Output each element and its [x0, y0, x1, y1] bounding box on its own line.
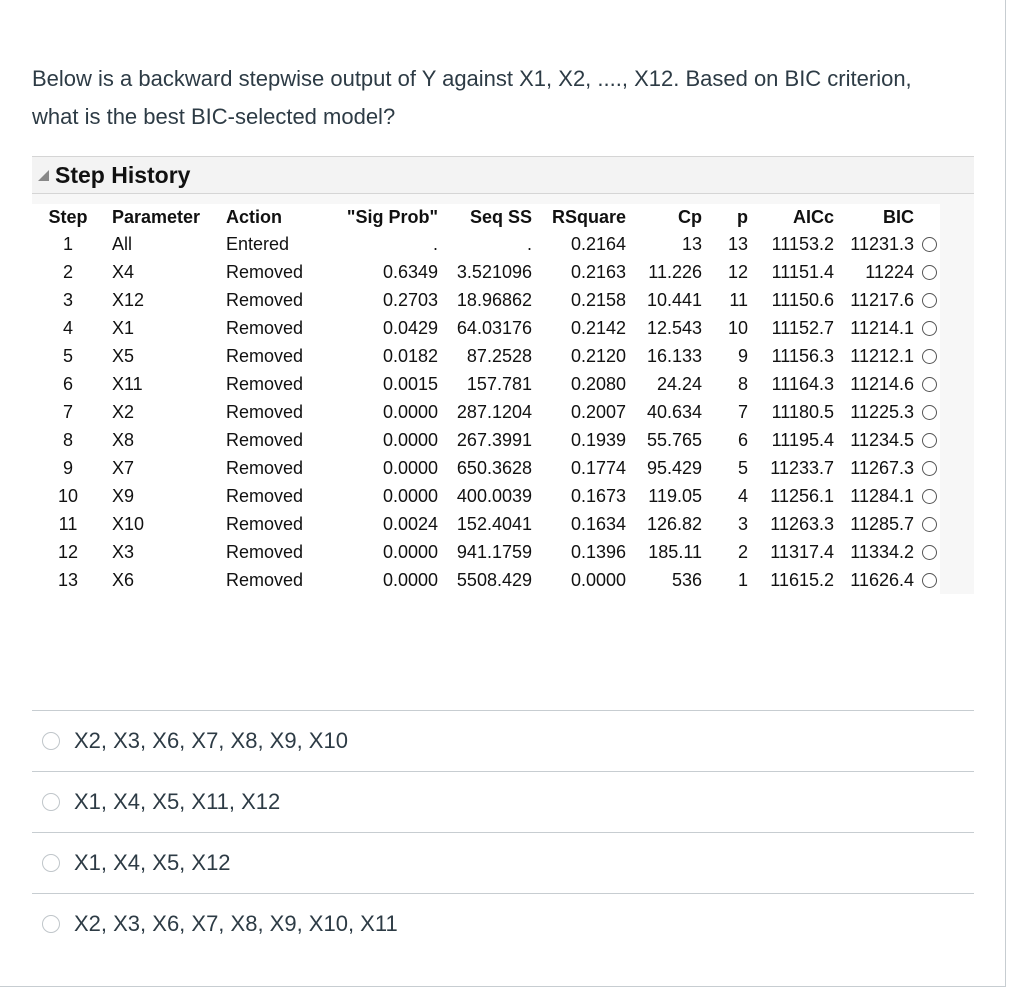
step-history-body — [32, 230, 940, 594]
table-row — [32, 566, 940, 594]
cell-action: Removed — [226, 513, 304, 534]
step-radio-button[interactable] — [922, 517, 937, 532]
step-radio-button[interactable] — [922, 349, 937, 364]
cell-action: Removed — [226, 541, 304, 562]
cell-parameter: X10 — [112, 513, 145, 534]
cell-sig-prob: 0.0000 — [382, 485, 438, 506]
cell-p: 10 — [727, 317, 748, 338]
cell-sig-prob: 0.0015 — [382, 373, 438, 394]
cell-sig-prob: 0.0024 — [382, 513, 438, 534]
cell-cp: 119.05 — [648, 485, 702, 506]
cell-p: 13 — [727, 233, 748, 254]
table-row — [32, 538, 940, 566]
table-row — [32, 370, 940, 398]
cell-sig-prob: 0.6349 — [382, 261, 438, 282]
step-radio-button[interactable] — [922, 461, 937, 476]
cell-action: Removed — [226, 373, 304, 394]
header-seq-ss: Seq SS — [469, 206, 532, 227]
step-history-report — [32, 156, 974, 594]
cell-parameter: X7 — [112, 457, 135, 478]
cell-action: Entered — [226, 233, 290, 254]
cell-sig-prob: 0.0429 — [382, 317, 438, 338]
answer-option-2[interactable] — [32, 771, 974, 832]
table-row — [32, 510, 940, 538]
cell-action: Removed — [226, 429, 304, 450]
cell-sig-prob: . — [432, 233, 438, 254]
cell-bic: 11334.2 — [850, 541, 914, 562]
cell-cp: 95.429 — [646, 457, 702, 478]
step-radio-button[interactable] — [922, 237, 937, 252]
cell-rsquare: 0.2163 — [570, 261, 626, 282]
cell-rsquare: 0.2120 — [570, 345, 626, 366]
cell-sig-prob: 0.0000 — [382, 569, 438, 590]
cell-cp: 16.133 — [646, 345, 702, 366]
step-radio-button[interactable] — [922, 489, 937, 504]
answer-option-1[interactable] — [32, 710, 974, 771]
cell-rsquare: 0.1396 — [570, 541, 626, 562]
cell-rsquare: 0.2158 — [570, 289, 626, 310]
cell-bic: 11224 — [865, 261, 914, 282]
cell-bic: 11284.1 — [850, 485, 914, 506]
cell-step: 1 — [62, 233, 73, 254]
cell-p: 3 — [737, 513, 748, 534]
table-row — [32, 454, 940, 482]
cell-bic: 11234.5 — [850, 429, 914, 450]
cell-bic: 11267.3 — [850, 457, 914, 478]
cell-step: 2 — [62, 261, 73, 282]
cell-seq-ss: 87.2528 — [466, 345, 532, 366]
answer-radio-3[interactable] — [42, 854, 60, 872]
cell-radio — [914, 566, 940, 594]
cell-step: 12 — [57, 541, 79, 562]
table-row — [32, 230, 940, 258]
cell-step: 5 — [62, 345, 73, 366]
cell-step: 7 — [62, 401, 73, 422]
step-radio-button[interactable] — [922, 265, 937, 280]
question-text: Below is a backward stepwise output of Y against X1, X2, ...., X12. Based on BIC criterion, what is the best BIC-selected model? — [32, 66, 912, 129]
cell-aicc: 11263.3 — [770, 513, 834, 534]
cell-aicc: 11256.1 — [770, 485, 834, 506]
cell-bic: 11285.7 — [850, 513, 914, 534]
cell-p: 6 — [737, 429, 748, 450]
cell-seq-ss: 18.96862 — [456, 289, 532, 310]
header-cp: Cp — [678, 206, 702, 227]
cell-radio — [914, 482, 940, 510]
cell-action: Removed — [226, 569, 304, 590]
cell-seq-ss: 941.1759 — [456, 541, 532, 562]
cell-rsquare: 0.1939 — [570, 429, 626, 450]
cell-p: 1 — [737, 569, 748, 590]
cell-radio — [914, 426, 940, 454]
cell-cp: 40.634 — [646, 401, 702, 422]
cell-aicc: 11152.7 — [771, 317, 834, 338]
table-row — [32, 398, 940, 426]
cell-p: 2 — [737, 541, 748, 562]
cell-p: 8 — [737, 373, 748, 394]
cell-parameter: X5 — [112, 345, 135, 366]
cell-rsquare: 0.2007 — [570, 401, 626, 422]
cell-sig-prob: 0.0000 — [382, 429, 438, 450]
cell-parameter: X11 — [112, 373, 143, 394]
cell-radio — [914, 286, 940, 314]
cell-radio — [914, 342, 940, 370]
answer-label-1: X2, X3, X6, X7, X8, X9, X10 — [74, 728, 348, 753]
step-radio-button[interactable] — [922, 377, 937, 392]
answer-radio-1[interactable] — [42, 732, 60, 750]
cell-parameter: X6 — [112, 569, 135, 590]
cell-parameter: X4 — [112, 261, 135, 282]
cell-rsquare: 0.1634 — [570, 513, 626, 534]
cell-action: Removed — [226, 345, 304, 366]
cell-action: Removed — [226, 261, 304, 282]
answer-label-3: X1, X4, X5, X12 — [74, 850, 231, 875]
cell-seq-ss: 5508.429 — [456, 569, 532, 590]
cell-step: 4 — [62, 317, 73, 338]
cell-action: Removed — [226, 317, 304, 338]
header-aicc: AICc — [792, 206, 834, 227]
cell-cp: 536 — [671, 569, 702, 590]
cell-aicc: 11150.6 — [771, 289, 834, 310]
header-rsquare: RSquare — [551, 206, 626, 227]
cell-step: 11 — [58, 513, 78, 534]
cell-action: Removed — [226, 485, 304, 506]
cell-radio — [914, 538, 940, 566]
cell-step: 10 — [57, 485, 79, 506]
cell-rsquare: 0.2080 — [570, 373, 626, 394]
cell-aicc: 11151.4 — [771, 261, 834, 282]
cell-radio — [914, 314, 940, 342]
cell-bic: 11212.1 — [850, 345, 914, 366]
cell-p: 5 — [737, 457, 748, 478]
cell-bic: 11626.4 — [850, 569, 914, 590]
table-row — [32, 426, 940, 454]
cell-p: 7 — [737, 401, 748, 422]
cell-radio — [914, 510, 940, 538]
cell-cp: 24.24 — [656, 373, 702, 394]
table-header-row — [32, 204, 940, 230]
cell-aicc: 11195.4 — [771, 429, 834, 450]
cell-seq-ss: 267.3991 — [456, 429, 532, 450]
cell-aicc: 11156.3 — [771, 345, 834, 366]
answer-option-4[interactable] — [32, 893, 974, 954]
cell-cp: 126.82 — [646, 513, 702, 534]
table-row — [32, 342, 940, 370]
cell-p: 12 — [727, 261, 748, 282]
cell-sig-prob: 0.0182 — [382, 345, 438, 366]
cell-seq-ss: 3.521096 — [456, 261, 532, 282]
cell-cp: 55.765 — [646, 429, 702, 450]
cell-bic: 11225.3 — [850, 401, 914, 422]
header-action: Action — [226, 206, 282, 227]
cell-seq-ss: . — [526, 233, 532, 254]
cell-p: 9 — [737, 345, 748, 366]
answer-option-3[interactable] — [32, 832, 974, 893]
step-radio-button[interactable] — [922, 405, 937, 420]
cell-radio — [914, 230, 940, 258]
header-sig-prob: "Sig Prob" — [346, 206, 438, 227]
cell-radio — [914, 454, 940, 482]
cell-sig-prob: 0.0000 — [382, 401, 438, 422]
answer-label-2: X1, X4, X5, X11, X12 — [74, 789, 281, 814]
cell-parameter: X3 — [112, 541, 135, 562]
cell-parameter: X2 — [112, 401, 135, 422]
cell-p: 11 — [729, 289, 748, 310]
cell-bic: 11231.3 — [850, 233, 914, 254]
table-row — [32, 286, 940, 314]
cell-rsquare: 0.2142 — [570, 317, 626, 338]
answer-label-4: X2, X3, X6, X7, X8, X9, X10, X11 — [74, 911, 398, 936]
cell-aicc: 11180.5 — [771, 401, 834, 422]
header-parameter: Parameter — [112, 206, 201, 227]
answer-options — [32, 710, 974, 954]
cell-bic: 11217.6 — [850, 289, 914, 310]
step-history-table — [32, 204, 940, 594]
cell-sig-prob: 0.2703 — [382, 289, 438, 310]
cell-parameter: X9 — [112, 485, 135, 506]
cell-rsquare: 0.0000 — [570, 569, 626, 590]
cell-rsquare: 0.1673 — [570, 485, 626, 506]
cell-radio — [914, 398, 940, 426]
step-history-title: Step History — [55, 161, 191, 188]
cell-bic: 11214.1 — [850, 317, 914, 338]
step-radio-button[interactable] — [922, 573, 937, 588]
step-radio-button[interactable] — [922, 545, 937, 560]
cell-cp: 10.441 — [646, 289, 702, 310]
cell-step: 8 — [62, 429, 73, 450]
cell-cp: 185.11 — [648, 541, 702, 562]
cell-cp: 11.226 — [648, 261, 702, 282]
cell-seq-ss: 152.4041 — [456, 513, 532, 534]
cell-rsquare: 0.2164 — [570, 233, 626, 254]
cell-aicc: 11164.3 — [771, 373, 834, 394]
cell-sig-prob: 0.0000 — [382, 541, 438, 562]
step-radio-button[interactable] — [922, 321, 937, 336]
cell-aicc: 11233.7 — [770, 457, 834, 478]
cell-seq-ss: 650.3628 — [456, 457, 532, 478]
table-row — [32, 258, 940, 286]
header-p: p — [737, 206, 748, 227]
step-history-header[interactable] — [32, 156, 974, 194]
cell-cp: 12.543 — [646, 317, 702, 338]
cell-step: 6 — [62, 373, 73, 394]
cell-bic: 11214.6 — [850, 373, 914, 394]
answer-radio-2[interactable] — [42, 793, 60, 811]
answer-radio-4[interactable] — [42, 915, 60, 933]
cell-aicc: 11615.2 — [770, 569, 834, 590]
header-radio — [914, 204, 940, 230]
cell-step: 13 — [57, 569, 79, 590]
cell-step: 3 — [62, 289, 73, 310]
cell-cp: 13 — [681, 233, 702, 254]
step-radio-button[interactable] — [922, 433, 937, 448]
cell-radio — [914, 258, 940, 286]
cell-aicc: 11153.2 — [771, 233, 834, 254]
header-step: Step — [48, 206, 88, 227]
header-bic: BIC — [883, 206, 914, 227]
cell-parameter: All — [112, 233, 133, 254]
table-row — [32, 482, 940, 510]
cell-action: Removed — [226, 401, 304, 422]
cell-action: Removed — [226, 457, 304, 478]
cell-action: Removed — [226, 289, 304, 310]
cell-rsquare: 0.1774 — [570, 457, 626, 478]
cell-step: 9 — [62, 457, 73, 478]
cell-parameter: X8 — [112, 429, 135, 450]
cell-seq-ss: 287.1204 — [456, 401, 532, 422]
cell-parameter: X12 — [112, 289, 145, 310]
cell-aicc: 11317.4 — [770, 541, 834, 562]
cell-seq-ss: 400.0039 — [456, 485, 532, 506]
cell-seq-ss: 157.781 — [466, 373, 532, 394]
cell-p: 4 — [737, 485, 748, 506]
cell-seq-ss: 64.03176 — [456, 317, 532, 338]
table-row — [32, 314, 940, 342]
cell-radio — [914, 370, 940, 398]
step-radio-button[interactable] — [922, 293, 937, 308]
disclosure-triangle-icon[interactable] — [38, 170, 49, 181]
cell-sig-prob: 0.0000 — [382, 457, 438, 478]
cell-parameter: X1 — [112, 317, 135, 338]
